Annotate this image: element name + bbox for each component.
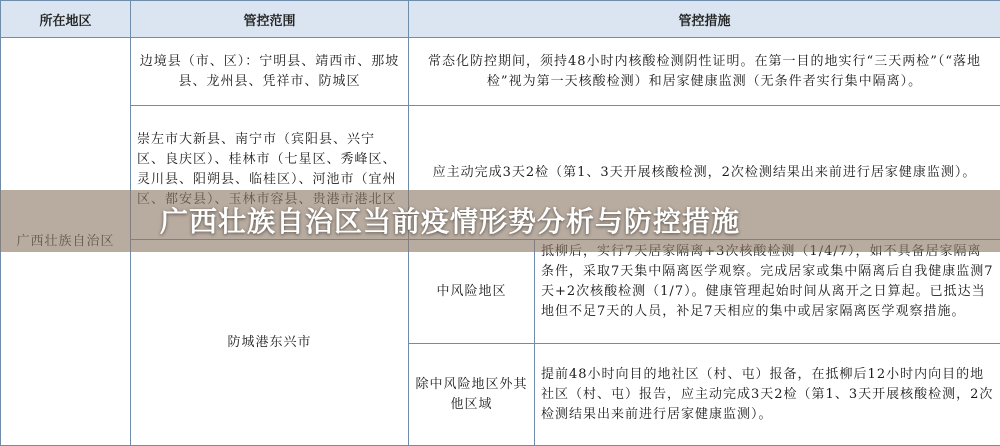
measure-cell: 应主动完成3天2检（第1、3天开展核酸检测，2次检测结果出来前进行居家健康监测）。 [409, 106, 1000, 240]
table-row [1, 240, 1000, 344]
scope-cell: 防城港东兴市 [131, 240, 409, 446]
sub-area-cell: 中风险地区 [409, 240, 535, 344]
measure-cell: 提前48小时向目的地社区（村、屯）报备，在抵柳后12小时内向目的地社区（村、屯）报告，应主动完成3天2检（第1、3天开展核酸检测，2次检测结果出来前进行居家健康监测）。 [535, 344, 1000, 446]
scope-cell: 边境县（市、区）：宁明县、靖西市、那坡县、龙州县、凭祥市、防城区 [131, 38, 409, 106]
table-row [1, 38, 1000, 106]
scope-cell: 崇左市大新县、南宁市（宾阳县、兴宁区、良庆区）、桂林市（七星区、秀峰区、灵川县、阳朔县、临桂区）、河池市（宜州 [131, 106, 409, 240]
table-header-row [1, 1, 1000, 38]
header-region: 所在地区 [1, 1, 131, 38]
header-measures: 管控措施 [409, 1, 1000, 38]
measure-cell: 条件，采取7天集中隔离医学观察。完成居家或集中隔离后自我健康监测7天+2次核酸检测（1/7）。健康管理起始时间从离开之日算起。已抵达当地但不足7天的人员，补足7天相应的集中或居家隔离医学观察措施。 [535, 240, 1000, 344]
measure-cell: 常态化防控期间，须持48小时内核酸检测阴性证明。在第一目的地实行“三天两检”（“落地检”视为第一天核酸检测）和居家健康监测（无条件者实行集中隔离）。 [409, 38, 1000, 106]
overlay-title: 广西壮族自治区当前疫情形势分析与防控措施 [160, 200, 740, 240]
header-scope: 管控范围 [131, 1, 409, 38]
sub-area-cell: 除中风险地区外其他区域 [409, 344, 535, 446]
